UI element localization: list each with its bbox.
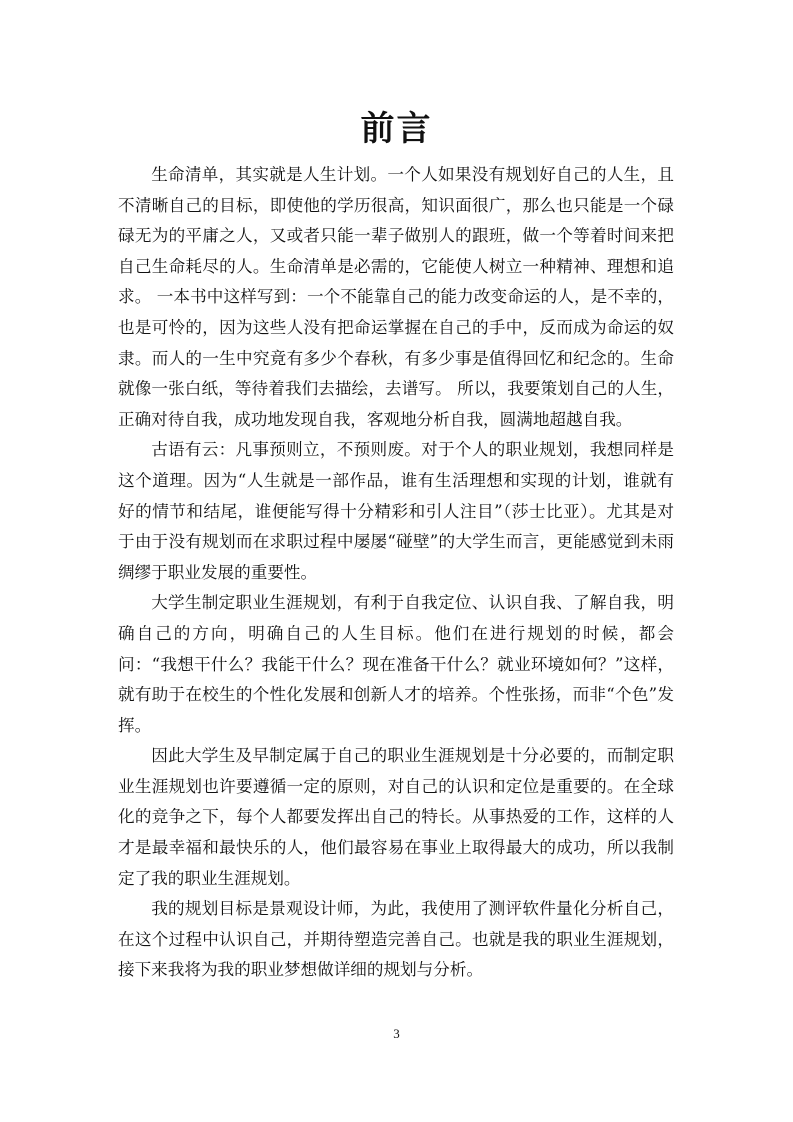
paragraph-3: 大学生制定职业生涯规划，有利于自我定位、认识自我、了解自我，明确自己的方向，明确自己的人生目标。他们在进行规划的时候，都会问：“我想干什么？我能干什么？现在准备干什么？就业环境如何？”这样，就有助于在校生的个性化发展和创新人才的培养。个性张扬，而非“个色”发挥。	[118, 593, 674, 735]
paragraph-5: 我的规划目标是景观设计师，为此，我使用了测评软件量化分析自己，在这个过程中认识自己，并期待塑造完善自己。也就是我的职业生涯规划，接下来我将为我的职业梦想做详细的规划与分析。	[118, 899, 674, 980]
paragraph-1: 生命清单，其实就是人生计划。一个人如果没有规划好自己的人生，且不清晰自己的目标，即使他的学历很高，知识面很广，那么也只能是一个碌碌无为的平庸之人，又或者只能一辈子做别人的跟班，做一个等着时间来把自己生命耗尽的人。生命清单是必需的，它能使人树立一种精神、理想和追求。 一本书中这样写到：一个不能靠自己的能力改变命运的人，是不幸的，也是可怜的，因为这些人没有把命运掌握在自己的手中，反而成为命运的奴隶。而人的一生中究竟有多少个春秋，有多少事是值得回忆和纪念的。生命就像一张白纸，等待着我们去描绘，去谱写。 所以，我要策划自己的人生，正确对待自我，成功地发现自我，客观地分析自我，圆满地超越自我。	[118, 165, 674, 429]
paragraph-4: 因此大学生及早制定属于自己的职业生涯规划是十分必要的，而制定职业生涯规划也许要遵循一定的原则，对自己的认识和定位是重要的。在全球化的竞争之下，每个人都要发挥出自己的特长。从事热爱的工作，这样的人才是最幸福和最快乐的人，他们最容易在事业上取得最大的成功，所以我制定了我的职业生涯规划。	[118, 746, 674, 888]
page-number: 3	[393, 1026, 400, 1041]
paragraph-2: 古语有云：凡事预则立，不预则废。对于个人的职业规划，我想同样是这个道理。因为“人生就是一部作品，谁有生活理想和实现的计划，谁就有好的情节和结尾，谁便能写得十分精彩和引人注目”（莎士比亚）。尤其是对于由于没有规划而在求职过程中屡屡“碰壁”的大学生而言，更能感觉到未雨绸缪于职业发展的重要性。	[118, 440, 674, 582]
page-title: 前言	[360, 109, 433, 149]
body-text	[118, 160, 674, 986]
